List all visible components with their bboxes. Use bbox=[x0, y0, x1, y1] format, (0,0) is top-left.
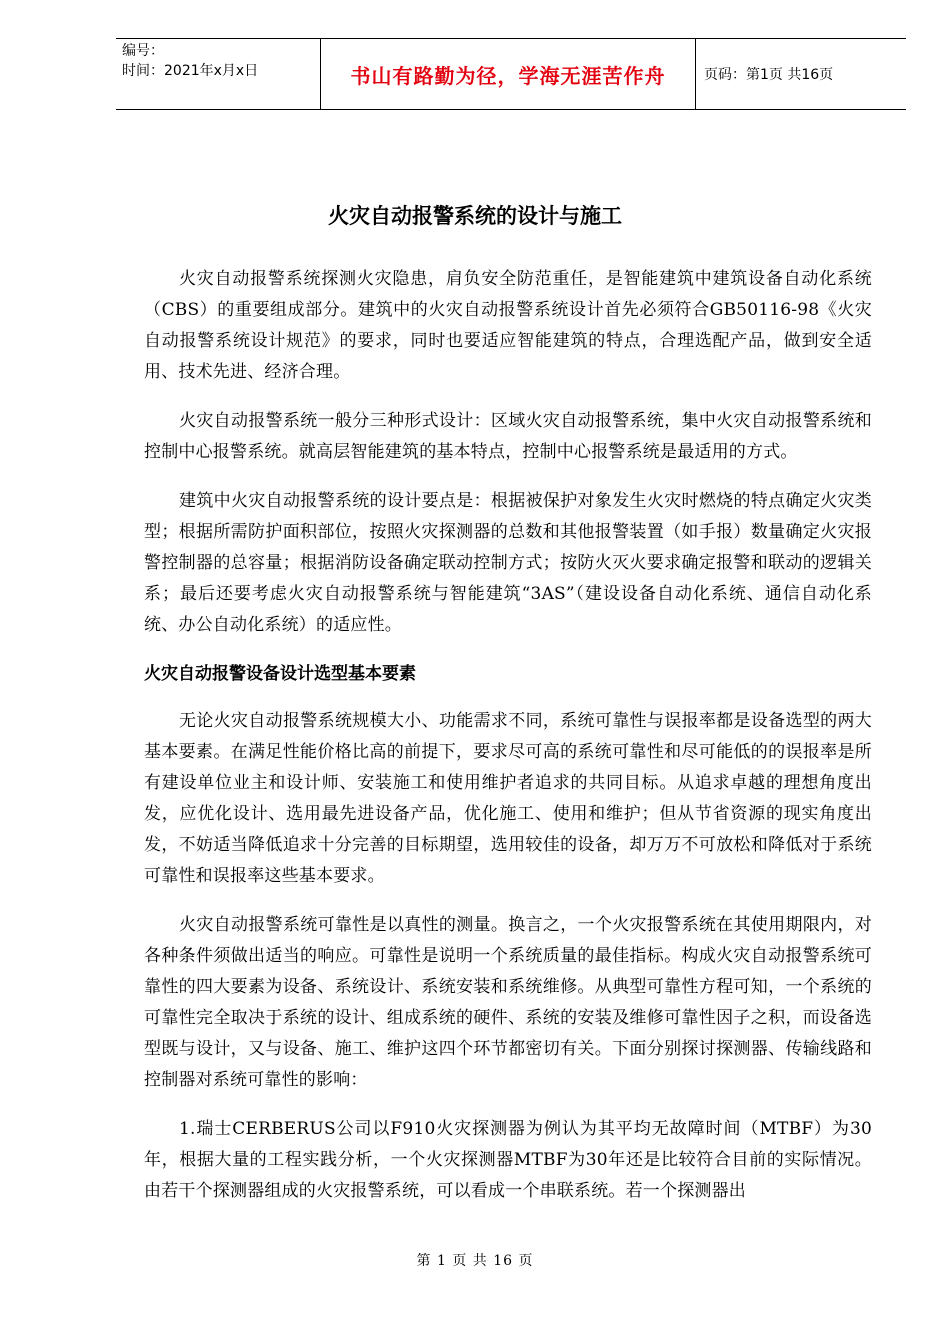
document-body bbox=[144, 264, 872, 1225]
header-page-info: 页码：第1页 共16页 bbox=[704, 67, 834, 83]
body-paragraph: 建筑中火灾自动报警系统的设计要点是：根据被保护对象发生火灾时燃烧的特点确定火灾类型；根据所需防护面积部位，按照火灾探测器的总数和其他报警装置（如手报）数量确定火灾报警控制器的总容量；根据消防设备确定联动控制方式；按防火灭火要求确定报警和联动的逻辑关系；最后还要考虑火灾自动报警系统与智能建筑“3AS”（建设设备自动化系统、通信自动化系统、办公自动化系统）的适应性。 bbox=[144, 491, 872, 635]
section-paragraph: 无论火灾自动报警系统规模大小、功能需求不同，系统可靠性与误报率都是设备选型的两大基本要素。在满足性能价格比高的前提下，要求尽可高的系统可靠性和尽可能低的的误报率是所有建设单位业主和设计师、安装施工和使用维护者追求的共同目标。从追求卓越的理想角度出发，应优化设计、选用最先进设备产品，优化施工、使用和维护；但从节省资源的现实角度出发，不妨适当降低追求十分完善的目标期望，选用较佳的设备，却万万不可放松和降低对于系统可靠性和误报率这些基本要求。 bbox=[144, 711, 872, 886]
document-date: 时间：2021年x月x日 bbox=[122, 63, 259, 79]
page-header bbox=[116, 38, 906, 110]
section-paragraph: 火灾自动报警系统可靠性是以真性的测量。换言之，一个火灾报警系统在其使用期限内，对各种条件须做出适当的响应。可靠性是说明一个系统质量的最佳指标。构成火灾自动报警系统可靠性的四大要素为设备、系统设计、系统安装和系统维修。从典型可靠性方程可知，一个系统的可靠性完全取决于系统的设计、组成系统的硬件、系统的安装及维修可靠性因子之积，而设备选型既与设计，又与设备、施工、维护这四个环节都密切有关。下面分别探讨探测器、传输线路和控制器对系统可靠性的影响： bbox=[144, 915, 872, 1090]
body-paragraph: 火灾自动报警系统一般分三种形式设计：区域火灾自动报警系统，集中火灾自动报警系统和控制中心报警系统。就高层智能建筑的基本特点，控制中心报警系统是最适用的方式。 bbox=[144, 411, 872, 462]
section-heading: 火灾自动报警设备设计选型基本要素 bbox=[144, 664, 416, 684]
body-paragraph: 火灾自动报警系统探测火灾隐患，肩负安全防范重任，是智能建筑中建筑设备自动化系统（CBS）的重要组成部分。建筑中的火灾自动报警系统设计首先必须符合GB50116-98《火灾自动报警系统设计规范》的要求，同时也要适应智能建筑的特点，合理选配产品，做到安全适用、技术先进、经济合理。 bbox=[144, 269, 872, 382]
document-title: 火灾自动报警系统的设计与施工 bbox=[328, 204, 622, 228]
header-motto: 书山有路勤为径，学海无涯苦作舟 bbox=[320, 39, 696, 109]
document-number-label: 编号： bbox=[122, 43, 164, 59]
section-paragraph: 1.瑞士CERBERUS公司以F910火灾探测器为例认为其平均无故障时间（MTBF）为30年，根据大量的工程实践分析，一个火灾探测器MTBF为30年还是比较符合目前的实际情况。由若干个探测器组成的火灾报警系统，可以看成一个串联系统。若一个探测器出 bbox=[144, 1119, 872, 1201]
header-meta bbox=[116, 39, 320, 109]
page-footer: 第 1 页 共 16 页 bbox=[416, 1253, 534, 1269]
